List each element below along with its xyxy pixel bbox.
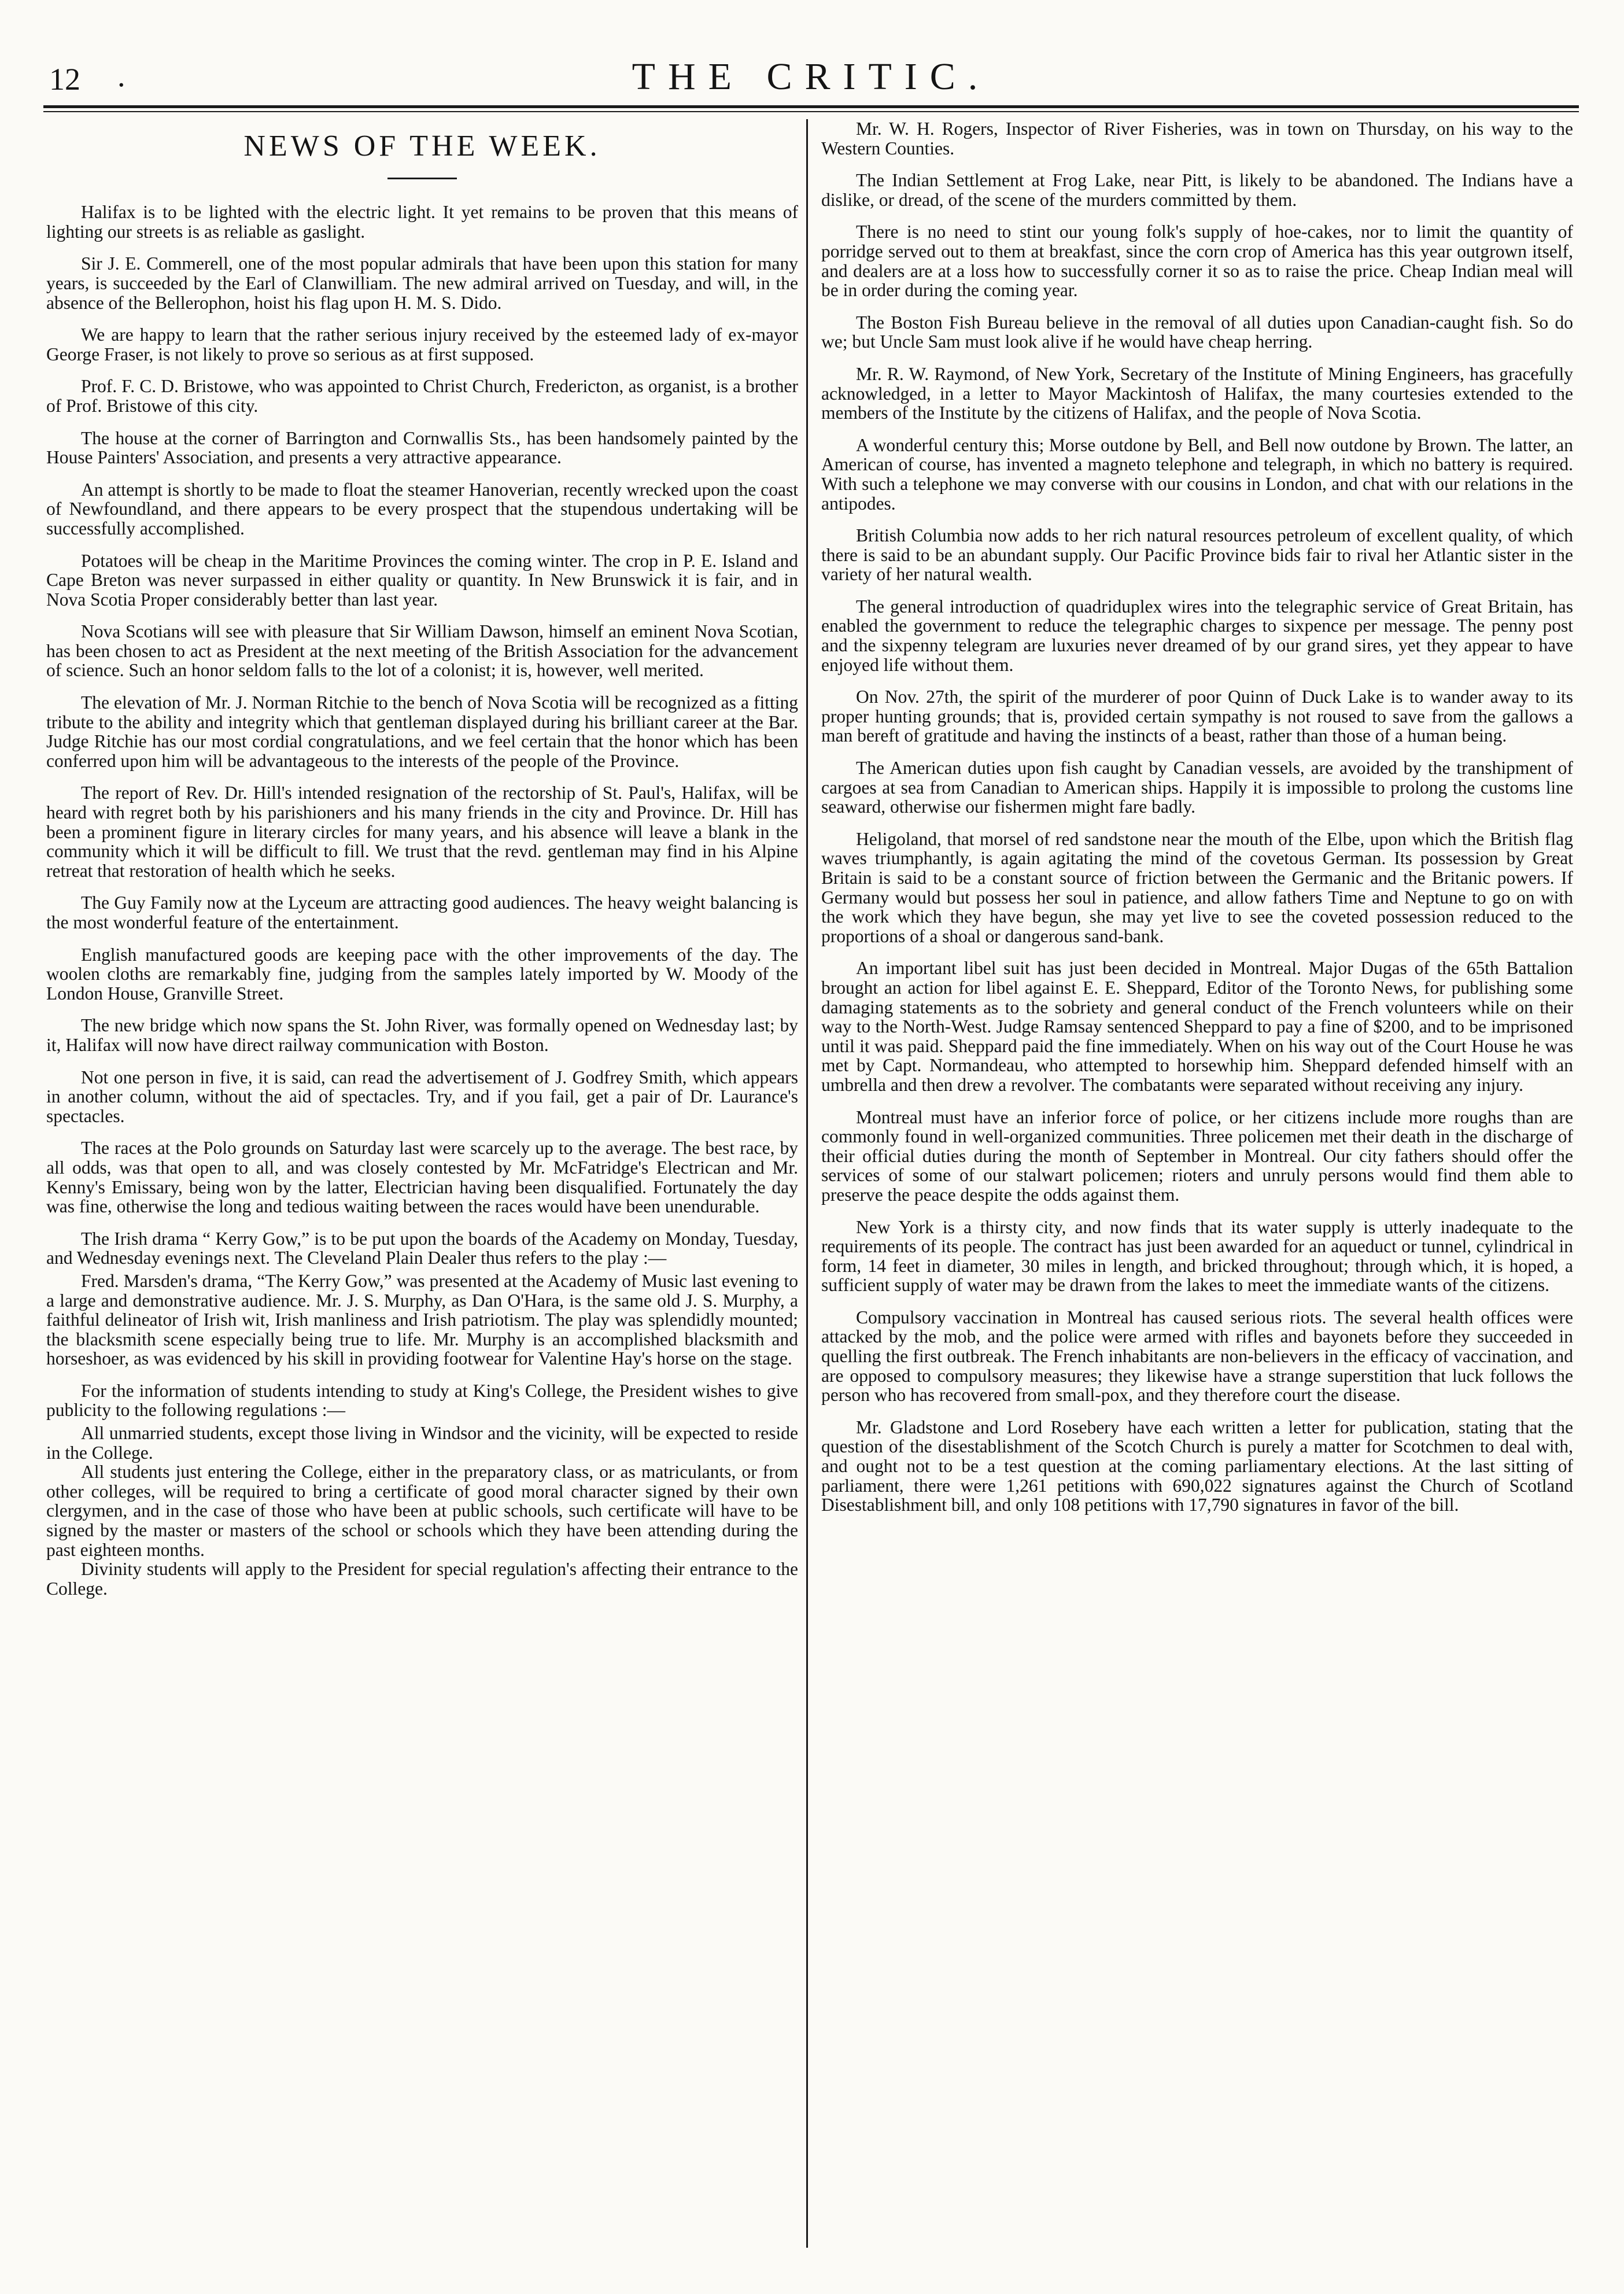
news-item: There is no need to stint our young folk's supply of hoe-cakes, nor to limit the quantity of porridge served out to them at breakfast, since the corn crop of America has this year outgrown itself, and dealers are at a loss how to successfully corner it so as to raise the price. Cheap Indian meal will be in order during the coming year. [821,222,1573,301]
section-title: NEWS OF THE WEEK. [243,130,601,163]
news-item: An important libel suit has just been decided in Montreal. Major Dugas of the 65th Battalion brought an action for libel against E. E. Sheppard, Editor of the Toronto News, for publishing some damaging statements as to the sobriety and general conduct of the French volunteers while on their way to the North-West. Judge Ramsay sentenced Sheppard to pay a fine of $200, and to be imprisoned until it was paid. Sheppard paid the fine immediately. When on his way out of the Court House he was met by Capt. Normandeau, who attempted to horsewhip him. Sheppard defended himself with an umbrella and then drew a revolver. The combatants were separated without receiving any injury. [821,958,1573,1095]
news-item: Montreal must have an inferior force of police, or her citizens include more roughs than are commonly found in well-organized communities. Three policemen met their death in the discharge of their official duties during the month of September in Montreal. Our city fathers should offer the services of some of our stalwart policemen; rioters and unruly persons would find them able to preserve the peace despite the odds against them. [821,1107,1573,1205]
news-item: The house at the corner of Barrington and Cornwallis Sts., has been handsomely painted by the House Painters' Association, and presents a very attractive appearance. [46,427,798,468]
left-column [46,119,798,1598]
news-item: Compulsory vaccination in Montreal has caused serious riots. The several health offices were attacked by the mob, and the police were armed with rifles and bayonets before they succeeded in quelling the first outbreak. The French inhabitants are non-believers in the efficacy of vaccination, and are opposed to compulsory measures; they likewise have a strange superstition that luck follows the person who has recovered from small-pox, and they therefore court the disease. [821,1307,1573,1406]
news-item: Prof. F. C. D. Bristowe, who was appointed to Christ Church, Fredericton, as organist, is a brother of Prof. Bristowe of this city. [46,376,798,416]
news-item: The races at the Polo grounds on Saturday last were scarcely up to the average. The best race, by all odds, was that open to all, and was closely contested by Mr. McFatridge's Electrican and Mr. Kenny's Emissary, being won by the latter, Electrician having been disqualified. Fortunately the day was fine, otherwise the long and tedious waiting between the races would have been unendurable. [46,1138,798,1217]
masthead-rule [43,105,1579,108]
page-number-dot: . [117,58,126,93]
news-item: Mr. R. W. Raymond, of New York, Secretary of the Institute of Mining Engineers, has gracefully acknowledged, in a letter to Mayor Mackintosh of Halifax, the many courtesies extended to the members of the Institute by the citizens of Halifax, and the people of Nova Scotia. [821,363,1573,423]
news-item: New York is a thirsty city, and now finds that its water supply is utterly inadequate to the requirements of its people. The contract has just been awarded for an aqueduct or tunnel, cylindrical in form, 14 feet in diameter, 30 miles in length, and bricked throughout; through which, it is hoped, a sufficient supply of water may be drawn from the lakes to meet the immediate wants of the citizens. [821,1216,1573,1296]
newspaper-title: THE CRITIC. [632,56,991,98]
news-item: The Guy Family now at the Lyceum are attracting good audiences. The heavy weight balancing is the most wonderful feature of the entertainment. [46,892,798,932]
regulation-item: All unmarried students, except those living in Windsor and the vicinity, will be expected to reside in the College. [46,1423,798,1463]
news-item: The Irish drama “ Kerry Gow,” is to be put upon the boards of the Academy on Monday, Tuesday, and Wednesday evenings next. The Cleveland Plain Dealer thus refers to the play :— [46,1228,798,1268]
news-item: On Nov. 27th, the spirit of the murderer of poor Quinn of Duck Lake is to wander away to its proper hunting grounds; that is, provided certain sympathy is not roused to save from the gallows a man bereft of gratitude and having the instincts of a beast, rather than those of a human being. [821,687,1573,746]
news-item: Nova Scotians will see with pleasure that Sir William Dawson, himself an eminent Nova Scotian, has been chosen to act as President at the next meeting of the British Association for the advancement of science. Such an honor seldom falls to the lot of a colonist; it is, however, well merited. [46,621,798,681]
news-item: The American duties upon fish caught by Canadian vessels, are avoided by the transhipment of cargoes at sea from Canadian to American ships. Happily it is impossible to prolong the customs line seaward, otherwise our fishermen might fare badly. [821,758,1573,817]
news-item: A wonderful century this; Morse outdone by Bell, and Bell now outdone by Brown. The latter, an American of course, has invented a magneto telephone and telegraph, in which no battery is required. With such a telephone we may converse with our cousins in London, and chat with our relations in the antipodes. [821,434,1573,514]
regulation-item: Divinity students will apply to the President for special regulation's affecting their entrance to the College. [46,1559,798,1599]
news-item: Heligoland, that morsel of red sandstone near the mouth of the Elbe, upon which the British flag waves triumphantly, is again agitating the mind of the covetous German. Its possession by Great Britain is said to be a constant source of friction between the Germanic and the Britanic powers. If Germany would but possess her soul in patience, and allow fathers Time and Neptune to go on with the work which they have begun, she may yet live to see the coveted possession reduced to the proportions of a shoal or dangerous sand-bank. [821,828,1573,946]
news-item: The Indian Settlement at Frog Lake, near Pitt, is likely to be abandoned. The Indians have a dislike, or dread, of the scene of the murders committed by them. [821,170,1573,210]
news-item: Halifax is to be lighted with the electric light. It yet remains to be proven that this means of lighting our streets is as reliable as gaslight. [46,202,798,242]
news-item: Not one person in five, it is said, can read the advertisement of J. Godfrey Smith, which appears in another column, without the aid of spectacles. Try, and if you fail, get a pair of Dr. Laurance's spectacles. [46,1067,798,1126]
news-item: Sir J. E. Commerell, one of the most popular admirals that have been upon this station for many years, is succeeded by the Earl of Clanwilliam. The new admiral arrived on Tuesday, and will, in the absence of the Bellerophon, hoist his flag upon H. M. S. Dido. [46,253,798,313]
section-title-rule [387,178,457,179]
page-number: 12 [49,62,80,97]
news-item: We are happy to learn that the rather serious injury received by the esteemed lady of ex-mayor George Fraser, is not likely to prove so serious as at first supposed. [46,324,798,364]
news-item: For the information of students intending to study at King's College, the President wishes to give publicity to the following regulations :— [46,1380,798,1421]
right-column [821,119,1573,1528]
news-item: The general introduction of quadriduplex wires into the telegraphic service of Great Britain, has enabled the government to reduce the telegraphic charges to sixpence per message. The penny post and the sixpenny telegram are luxuries never dreamed of by our grand sires, yet they appear to have enjoyed life without them. [821,596,1573,675]
news-item: Mr. W. H. Rogers, Inspector of River Fisheries, was in town on Thursday, on his way to the Western Counties. [821,119,1573,158]
news-item: The report of Rev. Dr. Hill's intended resignation of the rectorship of St. Paul's, Halifax, will be heard with regret both by his parishioners and his many friends in the city and Province. Dr. Hill has been a prominent figure in literary circles for many years, and his absence will leave a blank in the community which it will be difficult to fill. We trust that the revd. gentleman may find in his Alpine retreat that restoration of health which he seeks. [46,783,798,881]
news-item: The Boston Fish Bureau believe in the removal of all duties upon Canadian-caught fish. So do we; but Uncle Sam must look alive if he would have cheap herring. [821,312,1573,352]
regulation-item: All students just entering the College, either in the preparatory class, or as matriculants, or from other colleges, will be required to bring a certificate of good moral character signed by their own clergymen, and in the case of those who have been at public schools, such certificate will have to be signed by the master or masters of the school or schools which they have been attending during the past eighteen months. [46,1462,798,1560]
news-item: An attempt is shortly to be made to float the steamer Hanoverian, recently wrecked upon the coast of Newfoundland, and there appears to be every prospect that the stupendous undertaking will be successfully accomplished. [46,479,798,539]
news-item: British Columbia now adds to her rich natural resources petroleum of excellent quality, of which there is said to be an abundant supply. Our Pacific Province bids fair to rival her Atlantic sister in the variety of her natural wealth. [821,525,1573,585]
news-item: Potatoes will be cheap in the Maritime Provinces the coming winter. The crop in P. E. Island and Cape Breton was never surpassed in either quality or quantity. In New Brunswick it is fair, and in Nova Scotia Proper considerably better than last year. [46,550,798,610]
masthead-rule-thin [43,111,1579,112]
quoted-review: Fred. Marsden's drama, “The Kerry Gow,” was presented at the Academy of Music last evening to a large and demonstrative audience. Mr. J. S. Murphy, as Dan O'Hara, is the same old J. S. Murphy, a faithful delineator of Irish wit, Irish manliness and Irish patriotism. The play was splendidly mounted; the blacksmith scene especially being true to life. Mr. Murphy is an accomplished blacksmith and horseshoer, as was evidenced by his skill in providing footwear for Valentine Hay's horse on the stage. [46,1270,798,1369]
news-item: Mr. Gladstone and Lord Rosebery have each written a letter for publication, stating that the question of the disestablishment of the Scotch Church is purely a matter for Scotchmen to deal with, and ought not to be a test question at the coming parliamentary elections. At the last sitting of parliament, there were 1,261 petitions with 690,022 signatures against the Church of Scotland Disestablishment bill, and only 108 petitions with 17,790 signatures in favor of the bill. [821,1417,1573,1515]
masthead [43,30,1579,98]
news-item: English manufactured goods are keeping pace with the other improvements of the day. The woolen cloths are remarkably fine, judging from the samples lately imported by W. Moody of the London House, Granville Street. [46,944,798,1004]
news-item: The new bridge which now spans the St. John River, was formally opened on Wednesday last; by it, Halifax will now have direct railway communication with Boston. [46,1015,798,1055]
column-divider [806,119,808,2248]
news-item: The elevation of Mr. J. Norman Ritchie to the bench of Nova Scotia will be recognized as a fitting tribute to the ability and integrity which that gentleman displayed during his brilliant career at the Bar. Judge Ritchie has our most cordial congratulations, and we feel certain that the honor which has been conferred upon him will be advantageous to the interests of the people of the Province. [46,692,798,771]
